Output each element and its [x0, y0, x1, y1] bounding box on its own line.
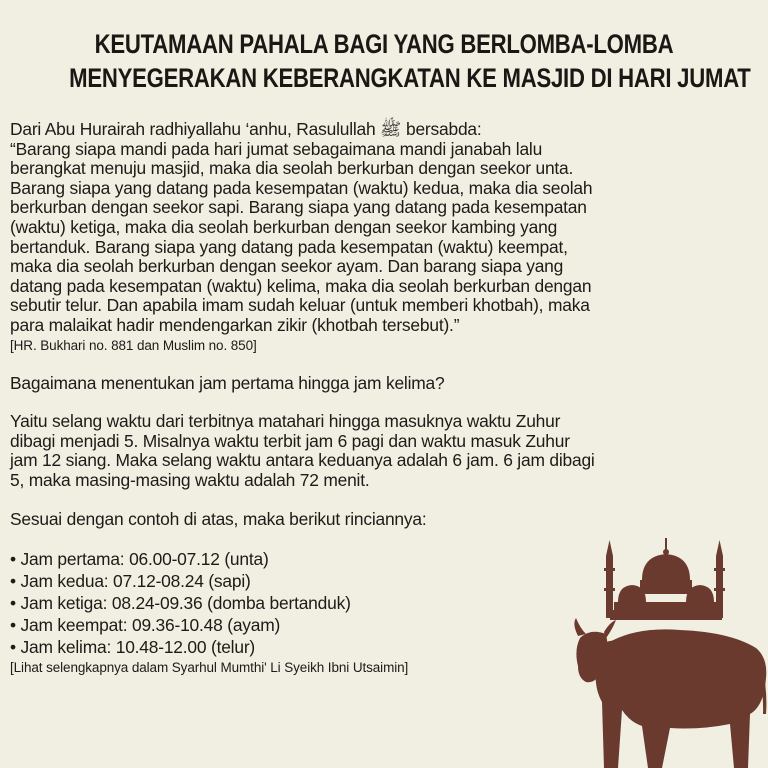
hadith-line: (waktu) ketiga, maka dia seolah berkurban dengan seekor kambing yang: [10, 216, 558, 237]
title-line-2: MENYEGERAKAN KEBERANGKATAN KE MASJID DI HARI JUMAT: [69, 63, 751, 93]
mosque-icon: [604, 538, 725, 620]
hadith-line: Barang siapa yang datang pada kesempatan (waktu) kedua, maka dia seolah: [10, 177, 593, 198]
hadith-line: berangkat menuju masjid, maka dia seolah berkurban dengan seekor unta.: [10, 158, 574, 179]
cattle-icon: [574, 618, 766, 768]
hadith-reference: [HR. Bukhari no. 881 dan Muslim no. 850]: [10, 337, 257, 353]
hadith-line: bertanduk. Barang siapa yang datang pada kesempatan (waktu) keempat,: [10, 236, 568, 257]
hadith-line: maka dia seolah berkurban dengan seekor ayam. Dan barang siapa yang: [10, 256, 564, 277]
hadith-line: “Barang siapa mandi pada hari jumat sebagaimana mandi janabah lalu: [10, 138, 543, 159]
title-line-1: KEUTAMAAN PAHALA BAGI YANG BERLOMBA-LOMBA: [94, 29, 674, 59]
hadith-line: sebutir telur. Dan apabila imam sudah keluar (untuk memberi khotbah), maka: [10, 295, 590, 316]
hadith-line: berkurban dengan seekor sapi. Barang siapa yang datang pada kesempatan: [10, 197, 587, 218]
answer-line: jam 12 siang. Maka selang waktu antara keduanya adalah 6 jam. 6 jam dibagi: [10, 450, 595, 471]
hadith-intro: Dari Abu Hurairah radhiyallahu ‘anhu, Rasulullah ﷺ bersabda:: [10, 119, 482, 139]
list-item: • Jam ketiga: 08.24-09.36 (domba bertanduk): [10, 593, 351, 614]
list-item: • Jam kelima: 10.48-12.00 (telur): [10, 637, 255, 658]
hadith-line: datang pada kesempatan (waktu) kelima, maka dia seolah berkurban dengan: [10, 275, 592, 296]
details-intro: Sesuai dengan contoh di atas, maka berikut rinciannya:: [10, 508, 427, 529]
question-text: Bagaimana menentukan jam pertama hingga jam kelima?: [10, 372, 445, 393]
mosque-and-cattle-illustration-icon: [570, 538, 768, 768]
source-note: [Lihat selengkapnya dalam Syarhul Mumthi' Li Syeikh Ibni Utsaimin]: [10, 660, 409, 676]
answer-line: Yaitu selang waktu dari terbitnya matahari hingga masuknya waktu Zuhur: [10, 411, 561, 432]
answer-line: dibagi menjadi 5. Misalnya waktu terbit jam 6 pagi dan waktu masuk Zuhur: [10, 430, 570, 451]
list-item: • Jam kedua: 07.12-08.24 (sapi): [10, 571, 251, 592]
answer-line: 5, maka masing-masing waktu adalah 72 menit.: [10, 469, 370, 490]
hadith-line: para malaikat hadir mendengarkan zikir (khotbah tersebut).”: [10, 314, 460, 335]
page-title: [69, 27, 751, 95]
list-item: • Jam pertama: 06.00-07.12 (unta): [10, 549, 269, 570]
list-item: • Jam keempat: 09.36-10.48 (ayam): [10, 615, 281, 636]
